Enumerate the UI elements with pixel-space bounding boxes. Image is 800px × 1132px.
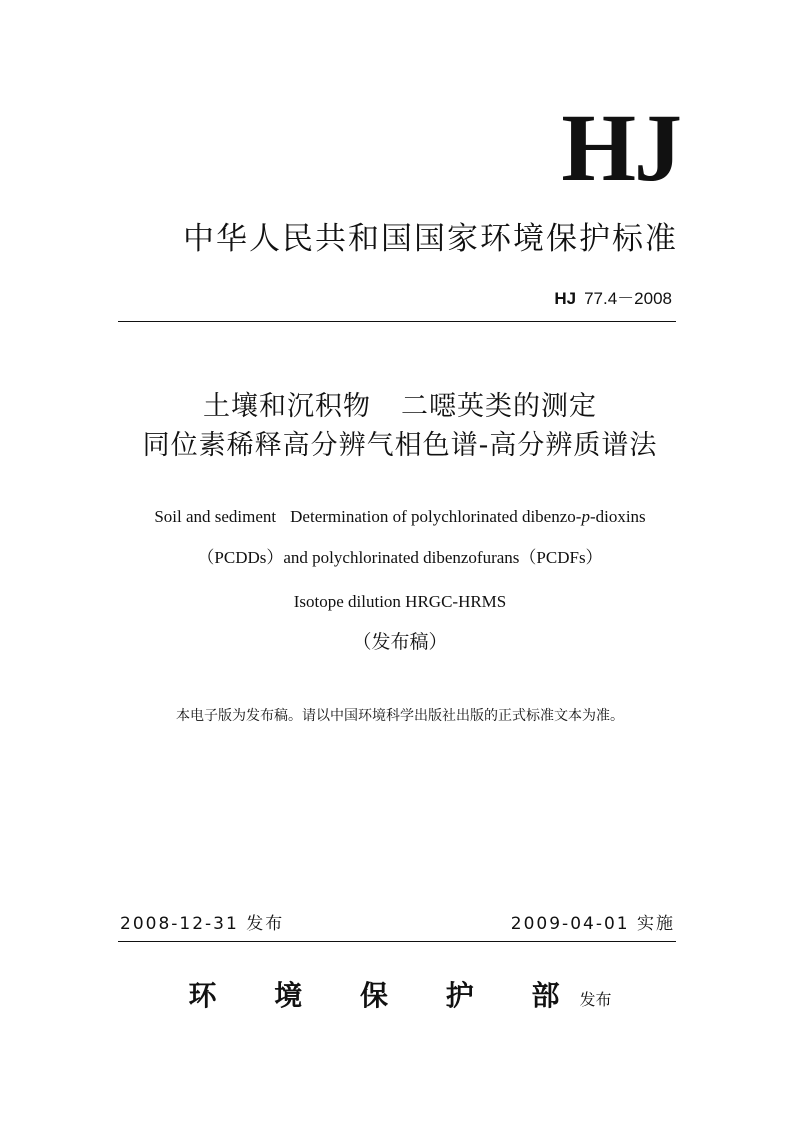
issue-date: 2008-12-31 发布 [120, 914, 285, 934]
effective-date: 2009-04-01 实施 [510, 914, 675, 934]
draft-label: （发布稿） [352, 631, 448, 653]
en-title-part-2: Determination of polychlorinated dibenzo- [290, 507, 582, 526]
publisher [0, 976, 800, 1020]
header-divider [118, 321, 676, 322]
hj-logo: HJ [561, 94, 680, 201]
standard-code-prefix: HJ [554, 289, 577, 308]
cn-title-line-1 [0, 389, 800, 425]
en-title-part-1: Soil and sediment [154, 507, 277, 526]
edition-notice: 本电子版为发布稿。请以中国环境科学出版社出版的正式标准文本为准。 [176, 708, 624, 724]
cn-title-part-2: 二噁英类的测定 [401, 391, 597, 422]
standard-code [420, 288, 672, 310]
en-title-italic: p [581, 507, 590, 526]
cn-title-part-1: 土壤和沉积物 [203, 391, 371, 422]
cn-title-line-2: 同位素稀释高分辨气相色谱-高分辨质谱法 [142, 430, 658, 461]
publisher-suffix: 发布 [579, 990, 612, 1009]
en-title-line-1 [0, 505, 800, 529]
publisher-name: 环 境 保 护 部 [188, 979, 584, 1012]
en-title-line-2: （PCDDs）and polychlorinated dibenzofurans（PCDFs） [197, 548, 603, 567]
footer-divider [118, 941, 676, 942]
en-title-part-3: -dioxins [589, 507, 646, 526]
standard-code-number: 77.4－2008 [584, 289, 672, 308]
en-title-line-3: Isotope dilution HRGC-HRMS [293, 592, 507, 611]
standard-body-title: 中华人民共和国国家环境保护标准 [183, 221, 678, 257]
